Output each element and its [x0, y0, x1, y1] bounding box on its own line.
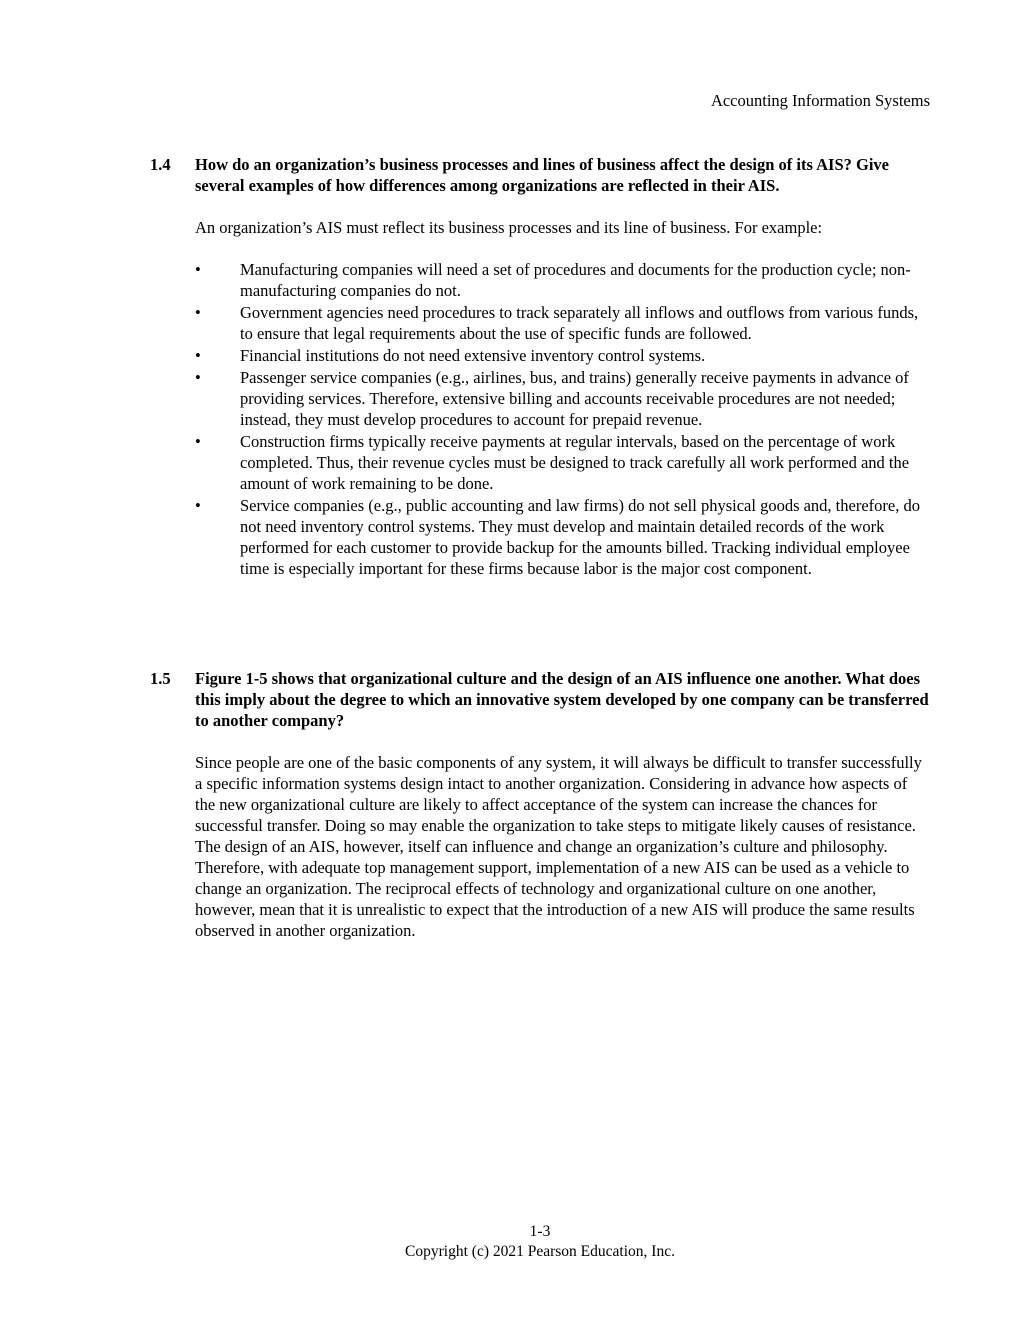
question-heading: [150, 154, 930, 196]
list-item-text: Service companies (e.g., public accounting and law firms) do not sell physical goods and, therefore, do not need inventory control systems. They must develop and maintain detailed records of the work performed for each customer to provide backup for the amounts billed. Tracking individual employee time is especially important for these firms because labor is the major cost component.: [240, 496, 920, 578]
list-item-text: Financial institutions do not need extensive inventory control systems.: [240, 346, 706, 365]
question-heading: [150, 668, 930, 731]
bullet-icon: •: [195, 496, 201, 515]
bullet-icon: •: [195, 260, 201, 279]
question-text: How do an organization’s business processes and lines of business affect the design of its AIS? Give several examples of how differences among organizations are reflected in their AIS.: [195, 155, 889, 195]
list-item-text: Construction firms typically receive payments at regular intervals, based on the percentage of work completed. Thus, their revenue cycles must be designed to track carefully all work performed and the amount of work remaining to be done.: [240, 432, 910, 493]
running-header: Accounting Information Systems: [710, 91, 930, 110]
answer-intro: An organization’s AIS must reflect its business processes and its line of business. For example:: [195, 218, 823, 237]
list-item: [195, 495, 930, 579]
question-text: Figure 1-5 shows that organizational culture and the design of an AIS influence one another. What does this imply about the degree to which an innovative system developed by one company can be transferred to another company?: [195, 669, 929, 730]
list-item: [195, 259, 930, 301]
list-item-text: Manufacturing companies will need a set of procedures and documents for the production cycle; non-manufacturing companies do not.: [240, 260, 911, 300]
list-item: [195, 345, 930, 366]
list-item: [195, 367, 930, 430]
page-footer: [0, 1222, 1020, 1262]
copyright-notice: Copyright (c) 2021 Pearson Education, Inc.: [405, 1243, 675, 1260]
list-item: [195, 302, 930, 344]
page-number: 1-3: [529, 1223, 551, 1240]
question-number: 1.4: [150, 155, 171, 174]
list-item-text: Government agencies need procedures to track separately all inflows and outflows from various funds, to ensure that legal requirements about the use of specific funds are followed.: [240, 303, 919, 343]
bullet-icon: •: [195, 346, 201, 365]
question-1-4: [150, 154, 930, 580]
answer-paragraph: Since people are one of the basic components of any system, it will always be difficult to transfer successfully a specific information systems design intact to another organization. Considering in advance how aspects of the new organizational culture are likely to affect acceptance of the system can increase the chances for successful transfer. Doing so may enable the organization to take steps to mitigate likely causes of resistance. The design of an AIS, however, itself can influence and change an organization’s culture and philosophy. Therefore, with adequate top management support, implementation of a new AIS can be used as a vehicle to change an organization. The reciprocal effects of technology and organizational culture on one another, however, mean that it is unrealistic to expect that the introduction of a new AIS will produce the same results observed in another organization.: [195, 753, 922, 940]
question-number: 1.5: [150, 669, 171, 688]
list-item: [195, 431, 930, 494]
bullet-icon: •: [195, 368, 201, 387]
list-item-text: Passenger service companies (e.g., airlines, bus, and trains) generally receive payments in advance of providing services. Therefore, extensive billing and accounts receivable procedures are not needed; instead, they must develop procedures to account for prepaid revenue.: [240, 368, 909, 429]
bullet-icon: •: [195, 432, 201, 451]
question-1-5: [150, 668, 930, 941]
bullet-icon: •: [195, 303, 201, 322]
example-list: [195, 259, 930, 579]
